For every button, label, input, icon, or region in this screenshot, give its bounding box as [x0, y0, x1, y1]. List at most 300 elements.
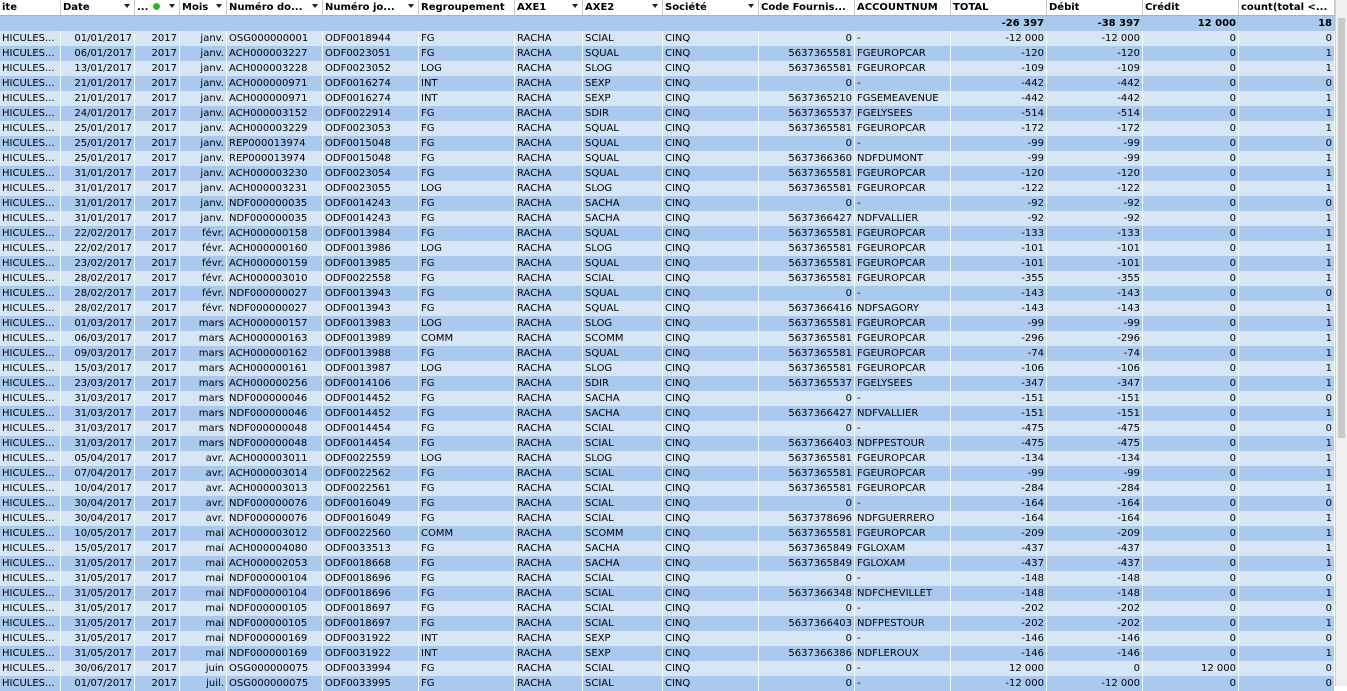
- cell-accountnum: FGLOXAM: [855, 556, 951, 571]
- table-row[interactable]: [0, 196, 1335, 211]
- cell-regroupement: FG: [419, 661, 515, 676]
- cell-debit: -101: [1047, 256, 1143, 271]
- cell-total: -209: [951, 526, 1047, 541]
- cell-annee: 2017: [135, 406, 180, 421]
- cell-numero-journal: ODF0014452: [323, 391, 419, 406]
- cell-annee: 2017: [135, 601, 180, 616]
- cell-annee: 2017: [135, 541, 180, 556]
- cell-debit: -209: [1047, 526, 1143, 541]
- cell-vehicule: HICULES...: [0, 46, 61, 61]
- table-row[interactable]: [0, 181, 1335, 196]
- cell-mois: févr.: [180, 301, 227, 316]
- cell-mois: févr.: [180, 286, 227, 301]
- cell-vehicule: HICULES...: [0, 181, 61, 196]
- cell-vehicule: HICULES...: [0, 31, 61, 46]
- cell-vehicule: HICULES...: [0, 106, 61, 121]
- cell-vehicule: HICULES...: [0, 226, 61, 241]
- cell-debit: -143: [1047, 286, 1143, 301]
- scrollbar-thumb[interactable]: [1338, 18, 1345, 438]
- cell-mois: juin: [180, 661, 227, 676]
- cell-axe1: RACHA: [515, 46, 583, 61]
- cell-code-fournisseur: 0: [759, 196, 855, 211]
- cell-societe: CINQ: [663, 391, 759, 406]
- cell-date: 09/03/2017: [61, 346, 135, 361]
- dropdown-arrow-icon[interactable]: [408, 4, 414, 8]
- table-row[interactable]: [0, 31, 1335, 46]
- dropdown-arrow-icon[interactable]: [216, 4, 222, 8]
- cell-date: 15/03/2017: [61, 361, 135, 376]
- cell-axe2: SCIAL: [583, 511, 663, 526]
- cell-mois: janv.: [180, 151, 227, 166]
- table-header: [0, 0, 1335, 16]
- column-header-label: AXE1: [517, 2, 547, 13]
- cell-annee: 2017: [135, 436, 180, 451]
- table-row[interactable]: [0, 76, 1335, 91]
- column-header-label: AXE2: [585, 2, 615, 13]
- table-row[interactable]: [0, 286, 1335, 301]
- cell-numero-document: ACH000000163: [227, 331, 323, 346]
- cell-numero-journal: ODF0016274: [323, 91, 419, 106]
- cell-accountnum: FGELYSEES: [855, 106, 951, 121]
- cell-numero-document: ACH000003011: [227, 451, 323, 466]
- column-header-label: Société: [665, 2, 707, 13]
- cell-axe1: RACHA: [515, 271, 583, 286]
- table-row[interactable]: [0, 346, 1335, 361]
- cell-accountnum: -: [855, 286, 951, 301]
- column-header-label: Numéro jo...: [325, 2, 395, 13]
- cell-debit: -120: [1047, 166, 1143, 181]
- cell-count: 0: [1239, 196, 1335, 211]
- cell-date: 10/04/2017: [61, 481, 135, 496]
- cell-accountnum: FGEUROPCAR: [855, 361, 951, 376]
- cell-mois: janv.: [180, 196, 227, 211]
- cell-credit: 0: [1143, 481, 1239, 496]
- table-row[interactable]: [0, 391, 1335, 406]
- column-header-count[interactable]: [1239, 0, 1335, 16]
- table-row[interactable]: [0, 406, 1335, 421]
- cell-vehicule: HICULES...: [0, 391, 61, 406]
- cell-annee: 2017: [135, 661, 180, 676]
- cell-accountnum: FGEUROPCAR: [855, 46, 951, 61]
- table-row[interactable]: [0, 256, 1335, 271]
- cell-credit: 0: [1143, 241, 1239, 256]
- cell-vehicule: HICULES...: [0, 151, 61, 166]
- cell-code-fournisseur: 5637365581: [759, 361, 855, 376]
- column-header-code-fournisseur[interactable]: [759, 0, 855, 16]
- cell-annee: 2017: [135, 181, 180, 196]
- cell-total: -109: [951, 61, 1047, 76]
- cell-credit: 0: [1143, 466, 1239, 481]
- cell-societe: CINQ: [663, 226, 759, 241]
- table-row[interactable]: [0, 436, 1335, 451]
- cell-mois: avr.: [180, 451, 227, 466]
- cell-vehicule: HICULES...: [0, 166, 61, 181]
- cell-axe1: RACHA: [515, 451, 583, 466]
- cell-code-fournisseur: 5637365849: [759, 541, 855, 556]
- cell-axe1: RACHA: [515, 391, 583, 406]
- cell-code-fournisseur: 5637365537: [759, 376, 855, 391]
- cell-credit: 0: [1143, 436, 1239, 451]
- cell-total: -151: [951, 391, 1047, 406]
- dropdown-arrow-icon[interactable]: [572, 4, 578, 8]
- column-header-credit[interactable]: [1143, 0, 1239, 16]
- cell-total: -442: [951, 91, 1047, 106]
- cell-vehicule: HICULES...: [0, 451, 61, 466]
- table-row[interactable]: [0, 511, 1335, 526]
- column-header-numero-document[interactable]: [227, 0, 323, 16]
- cell-mois: mai: [180, 586, 227, 601]
- cell-axe2: SQUAL: [583, 121, 663, 136]
- cell-credit: 12 000: [1143, 661, 1239, 676]
- table-row[interactable]: [0, 61, 1335, 76]
- cell-total: -143: [951, 301, 1047, 316]
- dropdown-arrow-icon[interactable]: [124, 4, 130, 8]
- cell-axe1: RACHA: [515, 541, 583, 556]
- cell-code-fournisseur: 5637365581: [759, 181, 855, 196]
- table-row[interactable]: [0, 331, 1335, 346]
- cell-numero-journal: ODF0014454: [323, 436, 419, 451]
- cell-count: 1: [1239, 151, 1335, 166]
- table-row[interactable]: [0, 676, 1335, 691]
- cell-regroupement: FG: [419, 106, 515, 121]
- cell-numero-journal: ODF0022560: [323, 526, 419, 541]
- cell-annee: 2017: [135, 301, 180, 316]
- total-cell-credit: 12 000: [1143, 16, 1239, 31]
- cell-credit: 0: [1143, 226, 1239, 241]
- cell-axe2: SEXP: [583, 646, 663, 661]
- cell-societe: CINQ: [663, 196, 759, 211]
- cell-credit: 0: [1143, 526, 1239, 541]
- cell-count: 1: [1239, 271, 1335, 286]
- cell-code-fournisseur: 5637365581: [759, 61, 855, 76]
- cell-date: 30/04/2017: [61, 511, 135, 526]
- cell-axe1: RACHA: [515, 646, 583, 661]
- cell-numero-journal: ODF0013986: [323, 241, 419, 256]
- table-row[interactable]: [0, 496, 1335, 511]
- cell-count: 0: [1239, 76, 1335, 91]
- cell-date: 31/03/2017: [61, 421, 135, 436]
- cell-vehicule: HICULES...: [0, 271, 61, 286]
- cell-count: 1: [1239, 481, 1335, 496]
- dropdown-arrow-icon[interactable]: [169, 4, 175, 8]
- cell-annee: 2017: [135, 61, 180, 76]
- cell-numero-document: NDF000000104: [227, 571, 323, 586]
- cell-axe1: RACHA: [515, 136, 583, 151]
- cell-code-fournisseur: 5637365581: [759, 121, 855, 136]
- cell-mois: mars: [180, 391, 227, 406]
- cell-code-fournisseur: 5637365581: [759, 316, 855, 331]
- cell-regroupement: FG: [419, 211, 515, 226]
- cell-credit: 0: [1143, 91, 1239, 106]
- cell-date: 30/04/2017: [61, 496, 135, 511]
- cell-numero-journal: ODF0015048: [323, 136, 419, 151]
- cell-accountnum: NDFLEROUX: [855, 646, 951, 661]
- cell-regroupement: LOG: [419, 361, 515, 376]
- cell-total: -101: [951, 241, 1047, 256]
- cell-numero-journal: ODF0014243: [323, 211, 419, 226]
- table-row[interactable]: [0, 541, 1335, 556]
- column-header-regroupement[interactable]: [419, 0, 515, 16]
- table-row[interactable]: [0, 151, 1335, 166]
- cell-numero-journal: ODF0018696: [323, 571, 419, 586]
- cell-axe2: SLOG: [583, 181, 663, 196]
- table-row[interactable]: [0, 271, 1335, 286]
- table-row[interactable]: [0, 241, 1335, 256]
- table-row[interactable]: [0, 601, 1335, 616]
- cell-code-fournisseur: 5637366348: [759, 586, 855, 601]
- cell-societe: CINQ: [663, 361, 759, 376]
- cell-numero-document: NDF000000076: [227, 496, 323, 511]
- cell-mois: janv.: [180, 181, 227, 196]
- cell-axe1: RACHA: [515, 346, 583, 361]
- table-row[interactable]: [0, 46, 1335, 61]
- cell-credit: 0: [1143, 511, 1239, 526]
- cell-debit: -101: [1047, 241, 1143, 256]
- column-header-mois[interactable]: [180, 0, 227, 16]
- cell-accountnum: -: [855, 31, 951, 46]
- cell-credit: 0: [1143, 31, 1239, 46]
- cell-accountnum: FGSEMEAVENUE: [855, 91, 951, 106]
- cell-code-fournisseur: 5637365581: [759, 526, 855, 541]
- table-row[interactable]: [0, 316, 1335, 331]
- cell-debit: -109: [1047, 61, 1143, 76]
- table-row[interactable]: [0, 451, 1335, 466]
- table-row[interactable]: [0, 421, 1335, 436]
- cell-count: 1: [1239, 406, 1335, 421]
- cell-axe2: SCOMM: [583, 526, 663, 541]
- column-header-societe[interactable]: [663, 0, 759, 16]
- cell-numero-journal: ODF0014106: [323, 376, 419, 391]
- cell-date: 01/01/2017: [61, 31, 135, 46]
- vertical-scrollbar[interactable]: [1335, 0, 1347, 686]
- cell-code-fournisseur: 5637365581: [759, 271, 855, 286]
- cell-axe1: RACHA: [515, 256, 583, 271]
- table-row[interactable]: [0, 361, 1335, 376]
- cell-mois: janv.: [180, 91, 227, 106]
- cell-numero-document: NDF000000104: [227, 586, 323, 601]
- column-header-accountnum[interactable]: [855, 0, 951, 16]
- cell-numero-journal: ODF0023054: [323, 166, 419, 181]
- column-header-total[interactable]: [951, 0, 1047, 16]
- column-header-axe1[interactable]: [515, 0, 583, 16]
- cell-code-fournisseur: 5637366386: [759, 646, 855, 661]
- table-row[interactable]: [0, 556, 1335, 571]
- column-header-annee[interactable]: [135, 0, 180, 16]
- table-row[interactable]: [0, 91, 1335, 106]
- dropdown-arrow-icon[interactable]: [312, 4, 318, 8]
- cell-date: 30/06/2017: [61, 661, 135, 676]
- cell-vehicule: HICULES...: [0, 286, 61, 301]
- cell-regroupement: FG: [419, 601, 515, 616]
- cell-debit: -514: [1047, 106, 1143, 121]
- cell-societe: CINQ: [663, 166, 759, 181]
- cell-axe2: SLOG: [583, 316, 663, 331]
- cell-count: 1: [1239, 301, 1335, 316]
- table-row[interactable]: [0, 526, 1335, 541]
- cell-axe1: RACHA: [515, 466, 583, 481]
- cell-mois: mai: [180, 571, 227, 586]
- cell-annee: 2017: [135, 46, 180, 61]
- column-header-axe2[interactable]: [583, 0, 663, 16]
- cell-regroupement: FG: [419, 46, 515, 61]
- cell-vehicule: HICULES...: [0, 361, 61, 376]
- table-row[interactable]: [0, 481, 1335, 496]
- cell-numero-journal: ODF0022559: [323, 451, 419, 466]
- column-header-date[interactable]: [61, 0, 135, 16]
- cell-debit: -120: [1047, 46, 1143, 61]
- cell-regroupement: FG: [419, 466, 515, 481]
- cell-numero-document: NDF000000027: [227, 286, 323, 301]
- cell-vehicule: HICULES...: [0, 406, 61, 421]
- cell-credit: 0: [1143, 181, 1239, 196]
- cell-numero-document: OSG000000075: [227, 661, 323, 676]
- cell-total: -99: [951, 316, 1047, 331]
- cell-numero-journal: ODF0033994: [323, 661, 419, 676]
- cell-mois: mars: [180, 436, 227, 451]
- cell-count: 1: [1239, 586, 1335, 601]
- cell-debit: -475: [1047, 436, 1143, 451]
- cell-regroupement: FG: [419, 196, 515, 211]
- table-row[interactable]: [0, 631, 1335, 646]
- table-row[interactable]: [0, 166, 1335, 181]
- table-row[interactable]: [0, 106, 1335, 121]
- cell-total: -99: [951, 151, 1047, 166]
- cell-code-fournisseur: 0: [759, 136, 855, 151]
- cell-societe: CINQ: [663, 631, 759, 646]
- table-row[interactable]: [0, 646, 1335, 661]
- table-row[interactable]: [0, 226, 1335, 241]
- cell-annee: 2017: [135, 511, 180, 526]
- table-row[interactable]: [0, 301, 1335, 316]
- cell-date: 25/01/2017: [61, 121, 135, 136]
- cell-axe1: RACHA: [515, 181, 583, 196]
- cell-total: -146: [951, 646, 1047, 661]
- cell-numero-journal: ODF0013987: [323, 361, 419, 376]
- dropdown-arrow-icon[interactable]: [652, 4, 658, 8]
- cell-annee: 2017: [135, 121, 180, 136]
- cell-societe: CINQ: [663, 451, 759, 466]
- cell-regroupement: LOG: [419, 181, 515, 196]
- table-row[interactable]: [0, 616, 1335, 631]
- cell-regroupement: FG: [419, 121, 515, 136]
- cell-axe2: SCIAL: [583, 271, 663, 286]
- cell-count: 1: [1239, 376, 1335, 391]
- cell-numero-document: ACH000003231: [227, 181, 323, 196]
- cell-code-fournisseur: 5637365581: [759, 331, 855, 346]
- table-row[interactable]: [0, 211, 1335, 226]
- cell-code-fournisseur: 5637365581: [759, 451, 855, 466]
- cell-code-fournisseur: 0: [759, 496, 855, 511]
- cell-total: -122: [951, 181, 1047, 196]
- cell-debit: -151: [1047, 391, 1143, 406]
- cell-credit: 0: [1143, 676, 1239, 691]
- cell-vehicule: HICULES...: [0, 331, 61, 346]
- cell-numero-journal: ODF0022914: [323, 106, 419, 121]
- cell-code-fournisseur: 5637365537: [759, 106, 855, 121]
- table-row[interactable]: [0, 376, 1335, 391]
- cell-annee: 2017: [135, 376, 180, 391]
- column-header-vehicule[interactable]: [0, 0, 61, 16]
- cell-debit: -99: [1047, 466, 1143, 481]
- cell-total: 12 000: [951, 661, 1047, 676]
- cell-mois: mars: [180, 406, 227, 421]
- cell-societe: CINQ: [663, 31, 759, 46]
- cell-accountnum: -: [855, 421, 951, 436]
- cell-code-fournisseur: 0: [759, 631, 855, 646]
- cell-axe1: RACHA: [515, 571, 583, 586]
- cell-debit: -347: [1047, 376, 1143, 391]
- cell-mois: févr.: [180, 241, 227, 256]
- cell-societe: CINQ: [663, 556, 759, 571]
- cell-accountnum: FGEUROPCAR: [855, 166, 951, 181]
- cell-total: -99: [951, 136, 1047, 151]
- cell-total: -12 000: [951, 31, 1047, 46]
- cell-axe1: RACHA: [515, 286, 583, 301]
- cell-accountnum: -: [855, 136, 951, 151]
- cell-regroupement: FG: [419, 31, 515, 46]
- table-row[interactable]: [0, 121, 1335, 136]
- cell-total: -151: [951, 406, 1047, 421]
- cell-axe1: RACHA: [515, 496, 583, 511]
- table-row[interactable]: [0, 136, 1335, 151]
- cell-axe1: RACHA: [515, 406, 583, 421]
- table-row[interactable]: [0, 661, 1335, 676]
- cell-code-fournisseur: 5637365581: [759, 466, 855, 481]
- cell-societe: CINQ: [663, 271, 759, 286]
- cell-date: 06/01/2017: [61, 46, 135, 61]
- cell-regroupement: FG: [419, 436, 515, 451]
- cell-vehicule: HICULES...: [0, 346, 61, 361]
- cell-numero-document: ACH000003014: [227, 466, 323, 481]
- cell-regroupement: FG: [419, 511, 515, 526]
- cell-numero-document: NDF000000105: [227, 601, 323, 616]
- cell-code-fournisseur: 5637365581: [759, 241, 855, 256]
- cell-credit: 0: [1143, 586, 1239, 601]
- cell-accountnum: FGEUROPCAR: [855, 121, 951, 136]
- cell-societe: CINQ: [663, 151, 759, 166]
- cell-total: -106: [951, 361, 1047, 376]
- cell-numero-journal: ODF0018668: [323, 556, 419, 571]
- table-row[interactable]: [0, 571, 1335, 586]
- cell-numero-document: OSG000000075: [227, 676, 323, 691]
- cell-axe2: SEXP: [583, 91, 663, 106]
- cell-accountnum: NDFVALLIER: [855, 211, 951, 226]
- cell-vehicule: HICULES...: [0, 571, 61, 586]
- cell-debit: -442: [1047, 76, 1143, 91]
- cell-credit: 0: [1143, 61, 1239, 76]
- cell-debit: -122: [1047, 181, 1143, 196]
- cell-mois: janv.: [180, 31, 227, 46]
- cell-count: 1: [1239, 331, 1335, 346]
- cell-total: -148: [951, 571, 1047, 586]
- cell-regroupement: FG: [419, 571, 515, 586]
- cell-total: -284: [951, 481, 1047, 496]
- column-header-debit[interactable]: [1047, 0, 1143, 16]
- dropdown-arrow-icon[interactable]: [748, 4, 754, 8]
- table-row[interactable]: [0, 586, 1335, 601]
- cell-credit: 0: [1143, 631, 1239, 646]
- cell-societe: CINQ: [663, 511, 759, 526]
- column-header-numero-journal[interactable]: [323, 0, 419, 16]
- table-row[interactable]: [0, 466, 1335, 481]
- cell-numero-document: NDF000000046: [227, 406, 323, 421]
- cell-axe2: SACHA: [583, 541, 663, 556]
- cell-total: -475: [951, 421, 1047, 436]
- cell-numero-document: OSG000000001: [227, 31, 323, 46]
- cell-regroupement: FG: [419, 586, 515, 601]
- cell-axe2: SCIAL: [583, 466, 663, 481]
- cell-date: 22/02/2017: [61, 226, 135, 241]
